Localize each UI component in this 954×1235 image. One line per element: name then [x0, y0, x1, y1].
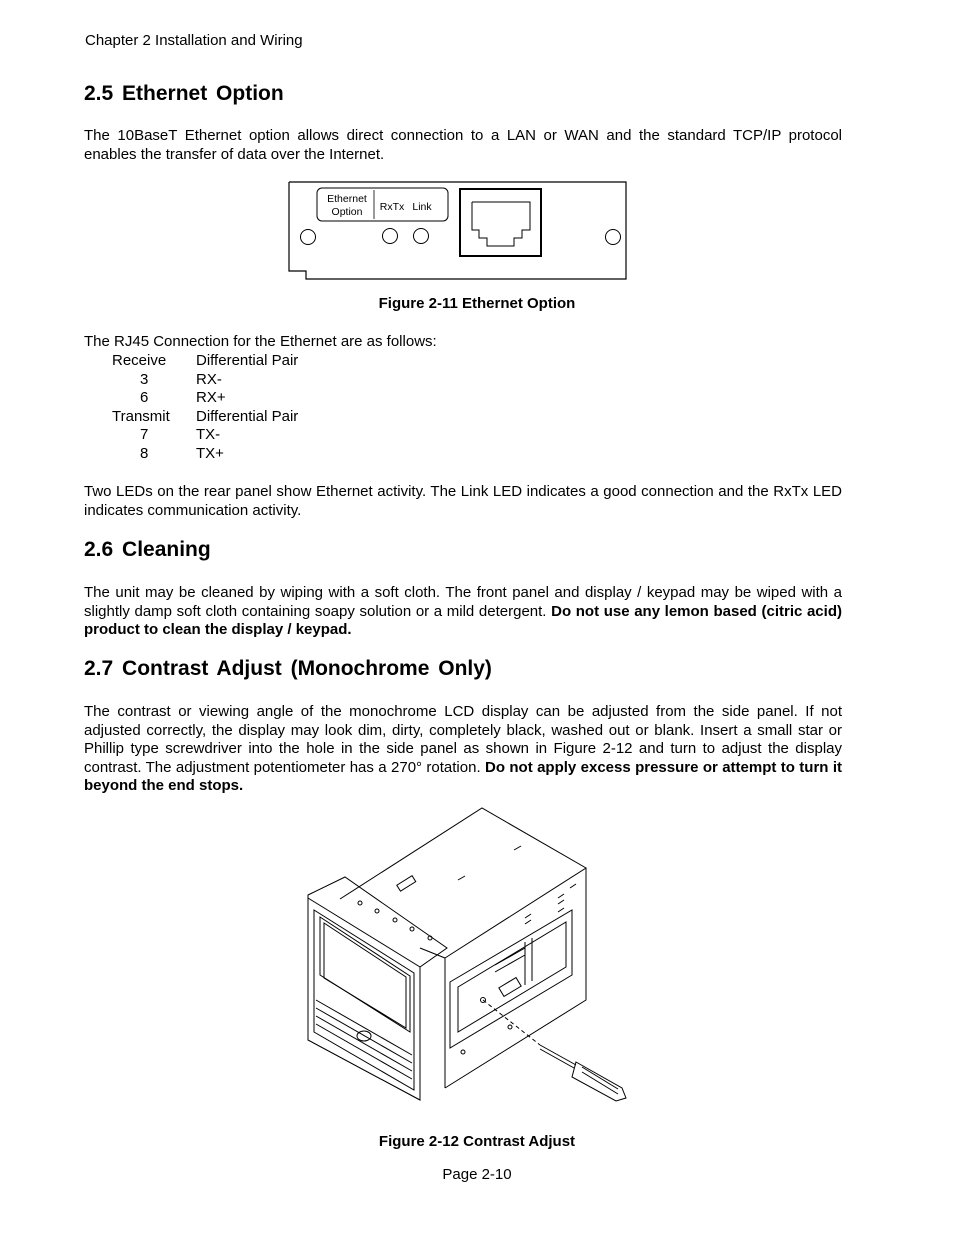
pin-row: [112, 352, 412, 371]
leds-paragraph: Two LEDs on the rear panel show Ethernet activity. The Link LED indicates a good connection and the RxTx LED indicates communication activity.: [84, 483, 842, 519]
ethernet-intro-paragraph: The 10BaseT Ethernet option allows direct connection to a LAN or WAN and the standard TCP/IP protocol enables the transfer of data over the Internet.: [84, 127, 842, 163]
pin-row: [112, 426, 412, 445]
rj45-intro: The RJ45 Connection for the Ethernet are as follows:: [84, 333, 437, 350]
pin-value: Differential Pair: [196, 352, 299, 369]
pin-value: RX-: [196, 370, 222, 388]
section-2-6-title: 2.6 Cleaning: [84, 538, 211, 561]
contrast-warning: Do not apply excess pressure or attempt to turn it beyond the end stops.: [84, 758, 842, 795]
screwdriver-icon: [572, 1062, 626, 1101]
contrast-adjust-figure: [300, 800, 640, 1105]
pin-label: 8: [140, 444, 149, 462]
figure-2-11-caption: Figure 2-11 Ethernet Option: [378, 295, 576, 312]
contrast-text: The contrast or viewing angle of the monochrome LCD display can be adjusted from the side panel. If not adjusted correctly, the display may look dim, dirty, completely black, washed out or blank. Insert a small star or Phillip type screwdriver into the hole in the side panel as shown in Figure 2-12 and turn to adjust the display contrast. The adjustment potentiometer has a 270° rotation.: [84, 703, 842, 776]
mounting-hole-left-icon: [301, 230, 316, 245]
section-2-7-title: 2.7 Contrast Adjust (Monochrome Only): [84, 657, 492, 680]
rxtx-led-icon: [383, 229, 398, 244]
figure-2-12-caption: Figure 2-12 Contrast Adjust: [378, 1133, 576, 1150]
pin-label: Transmit: [112, 407, 170, 425]
rj45-pinout-table: [112, 352, 412, 464]
mounting-hole-right-icon: [606, 230, 621, 245]
link-led-icon: [414, 229, 429, 244]
pin-label: 3: [140, 370, 149, 388]
pin-value: TX-: [196, 426, 221, 444]
pin-label: 7: [140, 426, 149, 444]
link-label: Link: [412, 201, 432, 213]
pin-row: [112, 371, 412, 390]
page-number: Page 2-10: [442, 1166, 512, 1183]
pin-label: Receive: [112, 352, 167, 369]
rxtx-label: RxTx: [379, 201, 405, 213]
ethernet-label-line2: Option: [331, 206, 363, 218]
pin-value: RX+: [196, 389, 226, 407]
pin-value: Differential Pair: [196, 407, 299, 425]
pin-row: [112, 445, 412, 464]
ethernet-option-figure: [286, 181, 628, 283]
running-header: Chapter 2 Installation and Wiring: [85, 32, 303, 49]
pin-row: [112, 389, 412, 408]
cleaning-warning: Do not use any lemon based (citric acid) product to clean the display / keypad.: [84, 602, 842, 639]
pin-row: [112, 408, 412, 427]
ethernet-label-line1: Ethernet: [327, 193, 367, 205]
pin-value: TX+: [196, 444, 224, 462]
section-2-5-title: 2.5 Ethernet Option: [84, 82, 284, 105]
cleaning-text: The unit may be cleaned by wiping with a soft cloth. The front panel and display / keypad may be wiped with a slightly damp soft cloth containing soapy solution or a mild detergent.: [84, 584, 842, 620]
cleaning-paragraph: [84, 584, 842, 640]
pin-label: 6: [140, 389, 149, 407]
contrast-paragraph: [84, 703, 842, 796]
